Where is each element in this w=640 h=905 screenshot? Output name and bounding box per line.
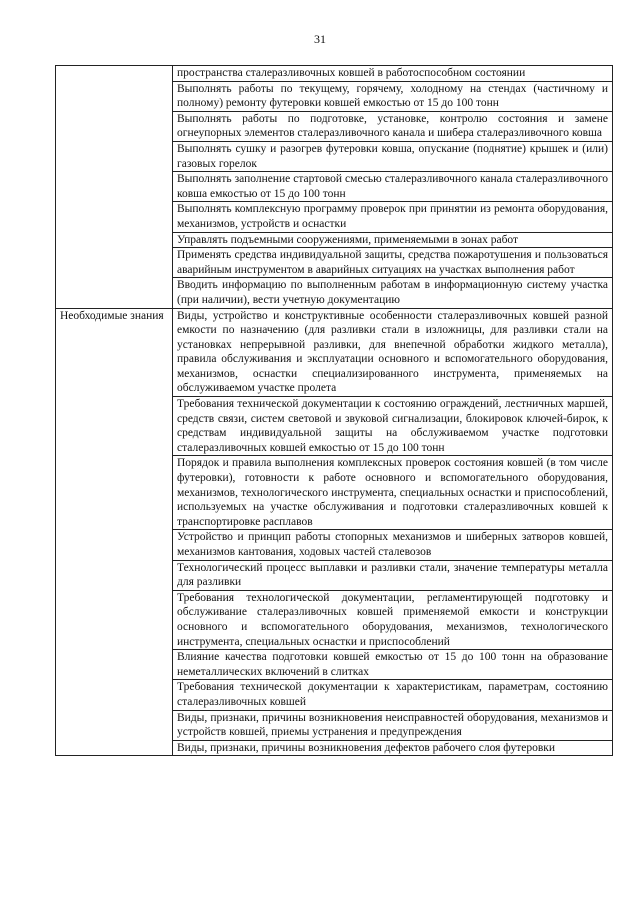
- table-cell: [173, 172, 613, 202]
- table-cell: [173, 308, 613, 397]
- skills-label-cell: [56, 66, 173, 309]
- cell-text: Выполнять работы по текущему, горячему, холодному на стендах (частичному и полному) ремонту футеровки ковшей емкостью от 15 до 100 тонн: [177, 82, 608, 110]
- table-cell: [173, 141, 613, 171]
- cell-text: Виды, устройство и конструктивные особенности сталеразливочных ковшей разной емкости по назначению (для разливки стали в изложницы, для разливки стали на установках непрерывной разливки, для внепечной обработки жидкого металла), правила обслуживания и эксплуатации основного и вспомогательного оборудования, механизмов, оснастки специализированного инструмента, применяемых на обслуживаемом участке пролета: [177, 309, 608, 395]
- table-cell: [173, 248, 613, 278]
- page-number: 31: [314, 32, 326, 46]
- cell-text: Виды, признаки, причины возникновения дефектов рабочего слоя футеровки: [177, 741, 556, 754]
- cell-text: пространства сталеразливочных ковшей в работоспособном состоянии: [177, 67, 526, 79]
- table-cell: [173, 740, 613, 756]
- table-cell: [173, 202, 613, 232]
- table-cell: [173, 710, 613, 740]
- cell-text: Выполнять комплексную программу проверок при принятии из ремонта оборудования, механизмов, устройств и оснастки: [177, 203, 608, 230]
- cell-text: Управлять подъемными сооружениями, применяемыми в зонах работ: [177, 233, 519, 246]
- cell-text: Вводить информацию по выполненным работам в информационную систему участка (при наличии), вести учетную документацию: [177, 279, 608, 306]
- table-cell: [173, 456, 613, 530]
- table-cell: [173, 66, 613, 82]
- table-cell: [173, 81, 613, 111]
- cell-text: Требования технической документации к состоянию ограждений, лестничных маршей, средств связи, систем световой и звуковой сигнализации, блокировок ключей-бирок, к средствам индивидуальной защиты на обслуживаемом участке подготовки сталеразливочных ковшей емкостью от 15 до 100 тонн: [177, 398, 608, 454]
- cell-text: Порядок и правила выполнения комплексных проверок состояния ковшей (в том числе футеровки), готовности к работе основного и вспомогательного оборудования, механизмов, технологического инструмента, специальных оснастки и приспособлений, используемых на участке обслуживания и подготовки сталеразливочных ковшей к транспортировке расплавов: [177, 457, 608, 528]
- cell-text: Технологический процесс выплавки и разливки стали, значение температуры металла для разливки: [177, 561, 608, 589]
- table-cell: [173, 530, 613, 560]
- table-cell: [173, 680, 613, 710]
- table-cell: [173, 278, 613, 308]
- table-row: [56, 66, 613, 82]
- requirements-table: [55, 65, 613, 756]
- table-cell: [173, 397, 613, 456]
- cell-text: Требования технологической документации, регламентирующей подготовку и обслуживание сталеразливочных ковшей применяемой емкости и конструкции основного и вспомогательного оборудования, механизмов, технологического инструмента, специальных оснастки и приспособлений: [177, 591, 608, 648]
- table-cell: [173, 232, 613, 248]
- cell-text: Выполнять работы по подготовке, установке, контролю состояния и замене огнеупорных элементов сталеразливочного канала и шибера сталеразливочного ковша: [177, 112, 608, 140]
- cell-text: Применять средства индивидуальной защиты, средства пожаротушения и пользоваться аварийным инструментом в аварийных ситуациях на участках выполнения работ: [177, 249, 608, 276]
- cell-text: Устройство и принцип работы стопорных механизмов и шиберных затворов ковшей, механизмов кантования, ходовых частей сталевозов: [177, 531, 608, 558]
- table-row: [56, 308, 613, 397]
- table-cell: [173, 590, 613, 649]
- cell-text: Требования технической документации к характеристикам, параметрам, состоянию сталеразливочных ковшей: [177, 681, 608, 708]
- table-cell: [173, 650, 613, 680]
- knowledge-label: Необходимые знания: [60, 309, 164, 322]
- cell-text: Выполнять сушку и разогрев футеровки ковша, опускание (поднятие) крышек и (или) газовых горелок: [177, 142, 608, 170]
- cell-text: Влияние качества подготовки ковшей емкостью от 15 до 100 тонн на образование неметаллических включений в слитках: [177, 651, 608, 678]
- table-cell: [173, 560, 613, 590]
- knowledge-label-cell: [56, 308, 173, 756]
- cell-text: Виды, признаки, причины возникновения неисправностей оборудования, механизмов и устройств ковшей, приемы устранения и предупреждения: [177, 711, 608, 739]
- table-cell: [173, 111, 613, 141]
- cell-text: Выполнять заполнение стартовой смесью сталеразливочного канала сталеразливочного ковша емкостью от 15 до 100 тонн: [177, 173, 608, 200]
